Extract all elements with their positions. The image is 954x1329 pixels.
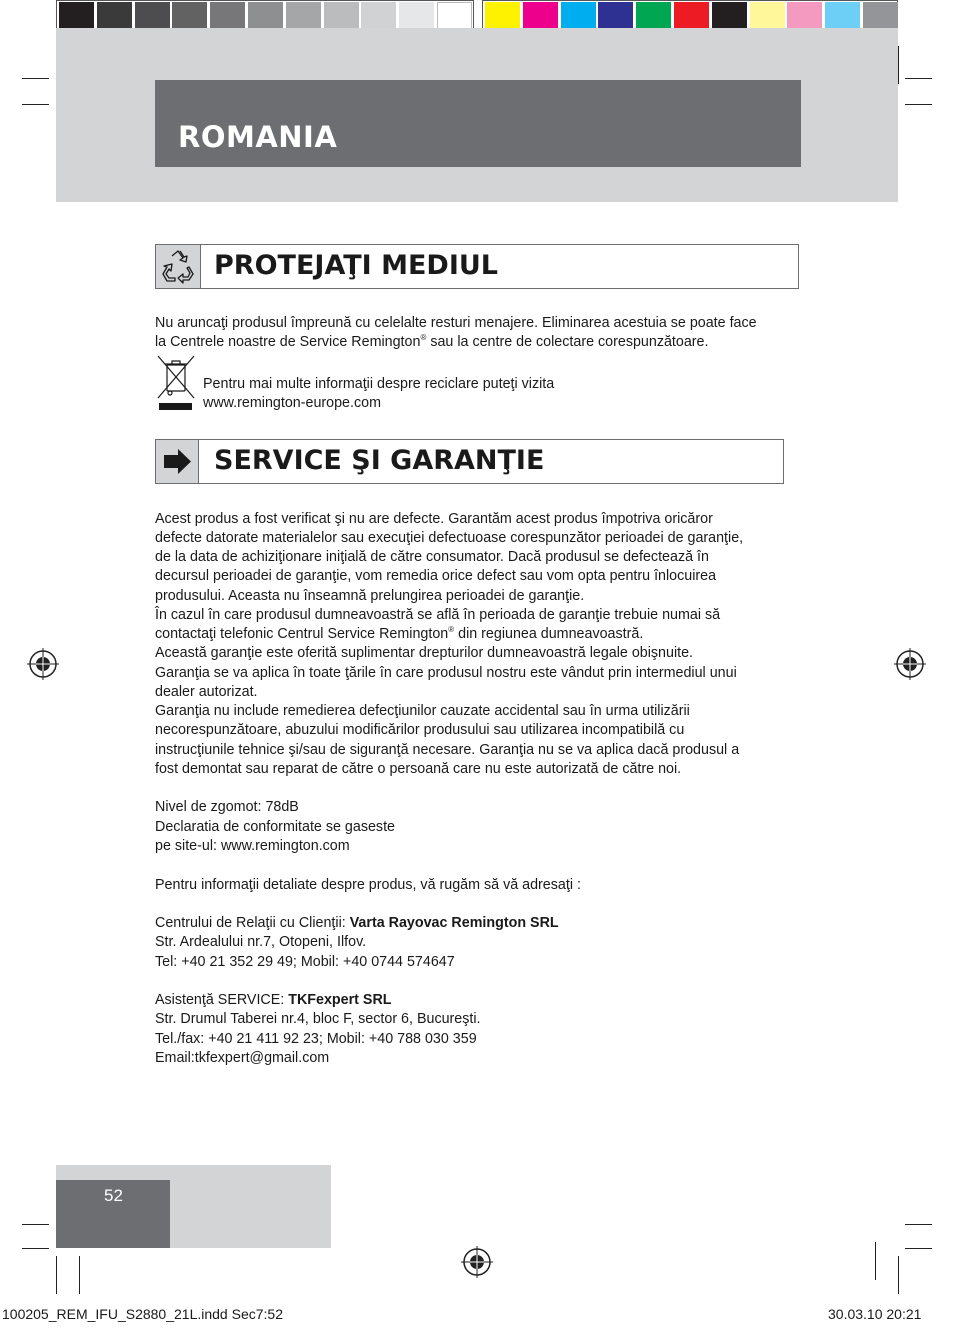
registered-mark: ® bbox=[420, 333, 427, 343]
service-title: SERVICE ŞI GARANŢIE bbox=[214, 445, 545, 476]
registered-mark: ® bbox=[448, 625, 455, 635]
environment-icon-box bbox=[156, 245, 201, 288]
recycle-icon bbox=[156, 245, 200, 288]
declaration-url: pe site-ul: www.remington.com bbox=[155, 838, 350, 854]
declaration-text: Declaratia de conformitate se gaseste bbox=[155, 819, 395, 835]
warranty-text-line: produsului. Aceasta nu înseamnă prelungirea perioadei de garanţie. bbox=[155, 588, 585, 604]
warranty-text-line: instrucţiunile tehnice şi/sau de siguranţă necesare. Garanţia nu se va aplica dacă produsul a bbox=[155, 742, 740, 758]
crop-mark bbox=[905, 1248, 932, 1249]
noise-level: Nivel de zgomot: 78dB bbox=[155, 799, 299, 815]
service-center-address: Str. Drumul Taberei nr.4, bloc F, sector 6, Bucureşti. bbox=[155, 1011, 481, 1027]
crop-mark bbox=[22, 1224, 49, 1225]
crop-mark bbox=[22, 78, 49, 79]
environment-title: PROTEJAŢI MEDIUL bbox=[214, 250, 499, 281]
service-center-email: Email:tkfexpert@gmail.com bbox=[155, 1050, 330, 1066]
environment-text-line: Nu aruncaţi produsul împreună cu celelalte resturi menajere. Eliminarea acestuia se poate face bbox=[155, 315, 757, 331]
warranty-text-line: de la data de achiziţionare iniţială de către consumator. Dacă produsul se defectează în bbox=[155, 549, 709, 565]
warranty-text-line: În cazul în care produsul dumneavoastră se află în perioada de garanţie trebuie numai să bbox=[155, 607, 721, 623]
crop-mark bbox=[898, 46, 899, 84]
service-center-phone: Tel./fax: +40 21 411 92 23; Mobil: +40 788 030 359 bbox=[155, 1031, 477, 1047]
crop-mark bbox=[79, 1256, 80, 1294]
crop-mark bbox=[22, 104, 49, 105]
customer-center-phone: Tel: +40 21 352 29 49; Mobil: +40 0744 574647 bbox=[155, 954, 455, 970]
environment-text-line bbox=[155, 333, 708, 352]
warranty-text-line bbox=[155, 625, 643, 644]
registration-mark-icon bbox=[460, 1245, 494, 1279]
crop-mark bbox=[905, 1224, 932, 1225]
service-center-label: Asistenţă SERVICE: bbox=[155, 992, 289, 1008]
crop-mark bbox=[905, 104, 932, 105]
customer-center-line bbox=[155, 914, 559, 933]
info-text: Pentru informaţii detaliate despre produs, vă rugăm să vă adresaţi : bbox=[155, 877, 581, 893]
arrow-right-icon bbox=[156, 440, 198, 483]
service-center-line bbox=[155, 991, 392, 1010]
page-number: 52 bbox=[104, 1186, 123, 1205]
environment-text-part: la Centrele noastre de Service Remington bbox=[155, 334, 421, 350]
warranty-text-part: din regiunea dumneavoastră. bbox=[454, 626, 644, 642]
warranty-text-line: decursul perioadei de garanţie, vom remedia orice defect sau vom opta pentru înlocuirea bbox=[155, 568, 717, 584]
crop-mark bbox=[898, 1256, 899, 1294]
crossed-bin-icon bbox=[155, 353, 197, 411]
service-section-header bbox=[155, 439, 784, 484]
registration-mark-icon bbox=[26, 647, 60, 681]
customer-center-name: Varta Rayovac Remington SRL bbox=[349, 915, 559, 931]
registration-mark-icon bbox=[893, 647, 927, 681]
crop-mark bbox=[875, 1242, 876, 1280]
recycling-url: www.remington-europe.com bbox=[203, 395, 381, 411]
warranty-text-line: dealer autorizat. bbox=[155, 684, 258, 700]
warranty-text-line: necorespunzătoare, abuzului modificărilor produsului sau utilizarea incompatibilă cu bbox=[155, 722, 685, 738]
page-title: ROMANIA bbox=[178, 120, 338, 154]
crop-mark bbox=[22, 1248, 49, 1249]
warranty-text-line: Garanţia se va aplica în toate ţările în care produsul nostru este vândut prin intermediul unui bbox=[155, 665, 737, 681]
warranty-text-line: defecte datorate materialelor sau execuţiei defectuoase corespunzător perioadei de garanţie, bbox=[155, 530, 744, 546]
crop-mark bbox=[905, 78, 932, 79]
recycling-info-text: Pentru mai multe informaţii despre reciclare puteţi vizita bbox=[203, 376, 555, 392]
service-center-name: TKFexpert SRL bbox=[288, 992, 392, 1008]
environment-section-header bbox=[155, 244, 799, 289]
warranty-text-line: fost demontat sau reparat de către o persoană care nu este autorizată de către noi. bbox=[155, 761, 682, 777]
environment-text-part: sau la centre de colectare corespunzătoare. bbox=[426, 334, 709, 350]
service-icon-box bbox=[156, 440, 199, 483]
crop-mark bbox=[56, 1256, 57, 1294]
customer-center-label: Centrului de Relaţii cu Clienţii: bbox=[155, 915, 350, 931]
warranty-text-line: Garanţia nu include remedierea defecţiunilor cauzate accidental sau în urma utilizării bbox=[155, 703, 690, 719]
warranty-text-line: Acest produs a fost verificat şi nu are defecte. Garantăm acest produs împotriva oricăror bbox=[155, 511, 713, 527]
warranty-text-line: Această garanţie este oferită suplimentar drepturilor dumneavoastră legale obişnuite. bbox=[155, 645, 694, 661]
warranty-text-part: contactaţi telefonic Centrul Service Remington bbox=[155, 626, 449, 642]
customer-center-address: Str. Ardealului nr.7, Otopeni, Ilfov. bbox=[155, 934, 367, 950]
file-slug: 100205_REM_IFU_S2880_21L.indd Sec7:52 bbox=[2, 1306, 283, 1322]
date-slug: 30.03.10 20:21 bbox=[828, 1306, 922, 1322]
